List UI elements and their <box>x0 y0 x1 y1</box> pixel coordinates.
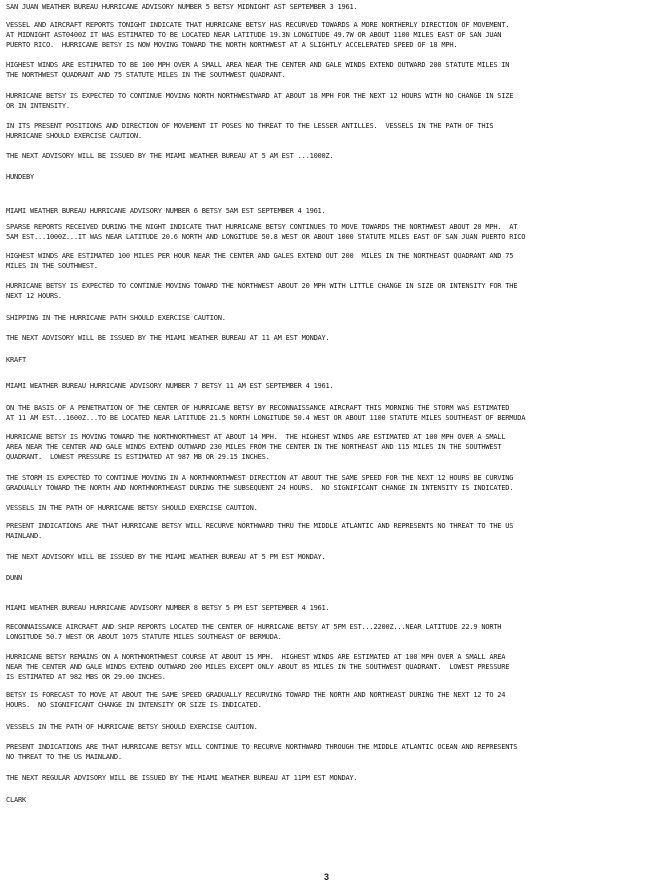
advisory-8-paragraph: BETSY IS FORECAST TO MOVE AT ABOUT THE SAME SPEED GRADUALLY RECURVING TOWARD THE NORTH AND NORTHEAST DURING THE NEXT 12 TO 24 HOURS. NO SIGNIFICANT CHANGE IN INTENSITY OR SIZE IS INDICATED. <box>6 691 506 709</box>
advisory-6-paragraph: THE NEXT ADVISORY WILL BE ISSUED BY THE MIAMI WEATHER BUREAU AT 11 AM EST MONDAY. <box>6 334 330 342</box>
advisory-6-paragraph: SPARSE REPORTS RECEIVED DURING THE NIGHT INDICATE THAT HURRICANE BETSY CONTINUES TO MOVE TOWARDS THE NORTHWEST ABOUT 20 MPH. AT 5AM EST...1000Z...IT WAS NEAR LATITUDE 20.6 NORTH AND LONGITUDE 50.8 WEST OR ABOUT 1000 STATUTE MILES EAST OF SAN JUAN PUERTO RICO <box>6 223 526 241</box>
advisory-6-paragraph: SHIPPING IN THE HURRICANE PATH SHOULD EXERCISE CAUTION. <box>6 314 226 322</box>
advisory-6-paragraph: HURRICANE BETSY IS EXPECTED TO CONTINUE MOVING TOWARD THE NORTHWEST ABOUT 20 MPH WITH LITTLE CHANGE IN SIZE OR INTENSITY FOR THE NEXT 12 HOURS. <box>6 282 518 300</box>
advisory-6-heading: MIAMI WEATHER BUREAU HURRICANE ADVISORY NUMBER 6 BETSY 5AM EST SEPTEMBER 4 1961. <box>6 207 326 215</box>
advisory-8-paragraph: RECONNAISSANCE AIRCRAFT AND SHIP REPORTS LOCATED THE CENTER OF HURRICANE BETSY AT 5PM EST...2200Z...NEAR LATITUDE 22.9 NORTH LONGITUDE 50.7 WEST OR ABOUT 1075 STATUTE MILES SOUTHEAST OF BERMUDA. <box>6 623 502 641</box>
advisory-5-paragraph: THE NEXT ADVISORY WILL BE ISSUED BY THE MIAMI WEATHER BUREAU AT 5 AM EST ...1000Z. <box>6 152 334 160</box>
advisory-5-signature: HUNDEBY <box>6 173 34 181</box>
advisory-8-signature: CLARK <box>6 796 26 804</box>
advisory-7-paragraph: PRESENT INDICATIONS ARE THAT HURRICANE BETSY WILL RECURVE NORTHWARD THRU THE MIDDLE ATLANTIC AND REPRESENTS NO THREAT TO THE US MAINLAND. <box>6 522 514 540</box>
advisory-7-paragraph: THE STORM IS EXPECTED TO CONTINUE MOVING IN A NORTHNORTHWEST DIRECTION AT ABOUT THE SAME SPEED FOR THE NEXT 12 HOURS BE CURVING GRADUALLY TOWARD THE NORTH AND NORTHNORTHEAST DURING THE SUBSEQUENT 24 HOURS. NO SIGNIFICANT CHANGE IN INTENSITY IS INDICATED. <box>6 474 514 492</box>
advisory-5-heading: SAN JUAN WEATHER BUREAU HURRICANE ADVISORY NUMBER 5 BETSY MIDNIGHT AST SEPTEMBER 3 1961. <box>6 3 358 11</box>
advisory-5-paragraph: HURRICANE BETSY IS EXPECTED TO CONTINUE MOVING NORTH NORTHWESTWARD AT ABOUT 18 MPH FOR THE NEXT 12 HOURS WITH NO CHANGE IN SIZE OR IN INTENSITY. <box>6 92 514 110</box>
page-number: 3 <box>323 872 329 882</box>
advisory-7-paragraph: HURRICANE BETSY IS MOVING TOWARD THE NORTHNORTHWEST AT ABOUT 14 MPH. THE HIGHEST WINDS ARE ESTIMATED AT 100 MPH OVER A SMALL AREA NEAR THE CENTER AND GALE WINDS EXTEND OUTWARD 230 MILES FROM THE CENTER IN THE NORTHEAST AND 115 MILES IN THE SOUTHWEST QUADRANT. LOWEST PRESSURE IS ESTIMATED AT 987 MB OR 29.15 INCHES. <box>6 433 506 461</box>
advisory-5-paragraph: HIGHEST WINDS ARE ESTIMATED TO BE 100 MPH OVER A SMALL AREA NEAR THE CENTER AND GALE WINDS EXTEND OUTWARD 200 STATUTE MILES IN THE NORTHWEST QUADRANT AND 75 STATUTE MILES IN THE SOUTHWEST QUADRANT. <box>6 61 510 79</box>
advisory-6-signature: KRAFT <box>6 356 26 364</box>
advisory-8-paragraph: THE NEXT REGULAR ADVISORY WILL BE ISSUED BY THE MIAMI WEATHER BUREAU AT 11PM EST MONDAY. <box>6 774 358 782</box>
advisory-8-heading: MIAMI WEATHER BUREAU HURRICANE ADVISORY NUMBER 8 BETSY 5 PM EST SEPTEMBER 4 1961. <box>6 604 330 612</box>
advisory-6-paragraph: HIGHEST WINDS ARE ESTIMATED 100 MILES PER HOUR NEAR THE CENTER AND GALES EXTEND OUT 200 MILES IN THE NORTHEAST QUADRANT AND 75 MILES IN THE SOUTHWEST. <box>6 252 514 270</box>
advisory-8-paragraph: HURRICANE BETSY REMAINS ON A NORTHNORTHWEST COURSE AT ABOUT 15 MPH. HIGHEST WINDS ARE ESTIMATED AT 100 MPH OVER A SMALL AREA NEAR THE CENTER AND GALE WINDS EXTEND OUTWARD 200 MILES EXCEPT ONLY ABOUT 85 MILES IN THE SOUTHWEST QUADRANT. LOWEST PRESSURE IS ESTIMATED AT 982 MBS OR 29.00 INCHES. <box>6 653 510 681</box>
advisory-8-paragraph: VESSELS IN THE PATH OF HURRICANE BETSY SHOULD EXERCISE CAUTION. <box>6 723 258 731</box>
advisory-5-paragraph: IN ITS PRESENT POSITIONS AND DIRECTION OF MOVEMENT IT POSES NO THREAT TO THE LESSER ANTILLES. VESSELS IN THE PATH OF THIS HURRICANE SHOULD EXERCISE CAUTION. <box>6 122 494 140</box>
advisory-7-heading: MIAMI WEATHER BUREAU HURRICANE ADVISORY NUMBER 7 BETSY 11 AM EST SEPTEMBER 4 1961. <box>6 382 334 390</box>
advisory-7-signature: DUNN <box>6 574 22 582</box>
advisory-5-paragraph: VESSEL AND AIRCRAFT REPORTS TONIGHT INDICATE THAT HURRICANE BETSY HAS RECURVED TOWARDS A MORE NORTHERLY DIRECTION OF MOVEMENT. AT MIDNIGHT AST0400Z IT WAS ESTIMATED TO BE LOCATED NEAR LATITUDE 19.3N LONGITUDE 49.7W OR ABOUT 1100 MILES EAST OF SAN JUAN PUERTO RICO. HURRICANE BETSY IS NOW MOVING TOWARD THE NORTH NORTHWEST AT A SLIGHTLY ACCELERATED SPEED OF 18 MPH. <box>6 21 510 49</box>
advisory-8-paragraph: PRESENT INDICATIONS ARE THAT HURRICANE BETSY WILL CONTINUE TO RECURVE NORTHWARD THROUGH THE MIDDLE ATLANTIC OCEAN AND REPRESENTS NO THREAT TO THE US MAINLAND. <box>6 743 518 761</box>
advisory-7-paragraph: ON THE BASIS OF A PENETRATION OF THE CENTER OF HURRICANE BETSY BY RECONNAISSANCE AIRCRAFT THIS MORNING THE STORM WAS ESTIMATED AT 11 AM EST...1600Z...TO BE LOCATED NEAR LATITUDE 21.5 NORTH LONGITUDE 50.4 WEST OR ABOUT 1100 STATUTE MILES SOUTHEAST OF BERMUDA <box>6 404 526 422</box>
advisory-7-paragraph: THE NEXT ADVISORY WILL BE ISSUED BY THE MIAMI WEATHER BUREAU AT 5 PM EST MONDAY. <box>6 553 326 561</box>
advisory-7-paragraph: VESSELS IN THE PATH OF HURRICANE BETSY SHOULD EXERCISE CAUTION. <box>6 504 258 512</box>
